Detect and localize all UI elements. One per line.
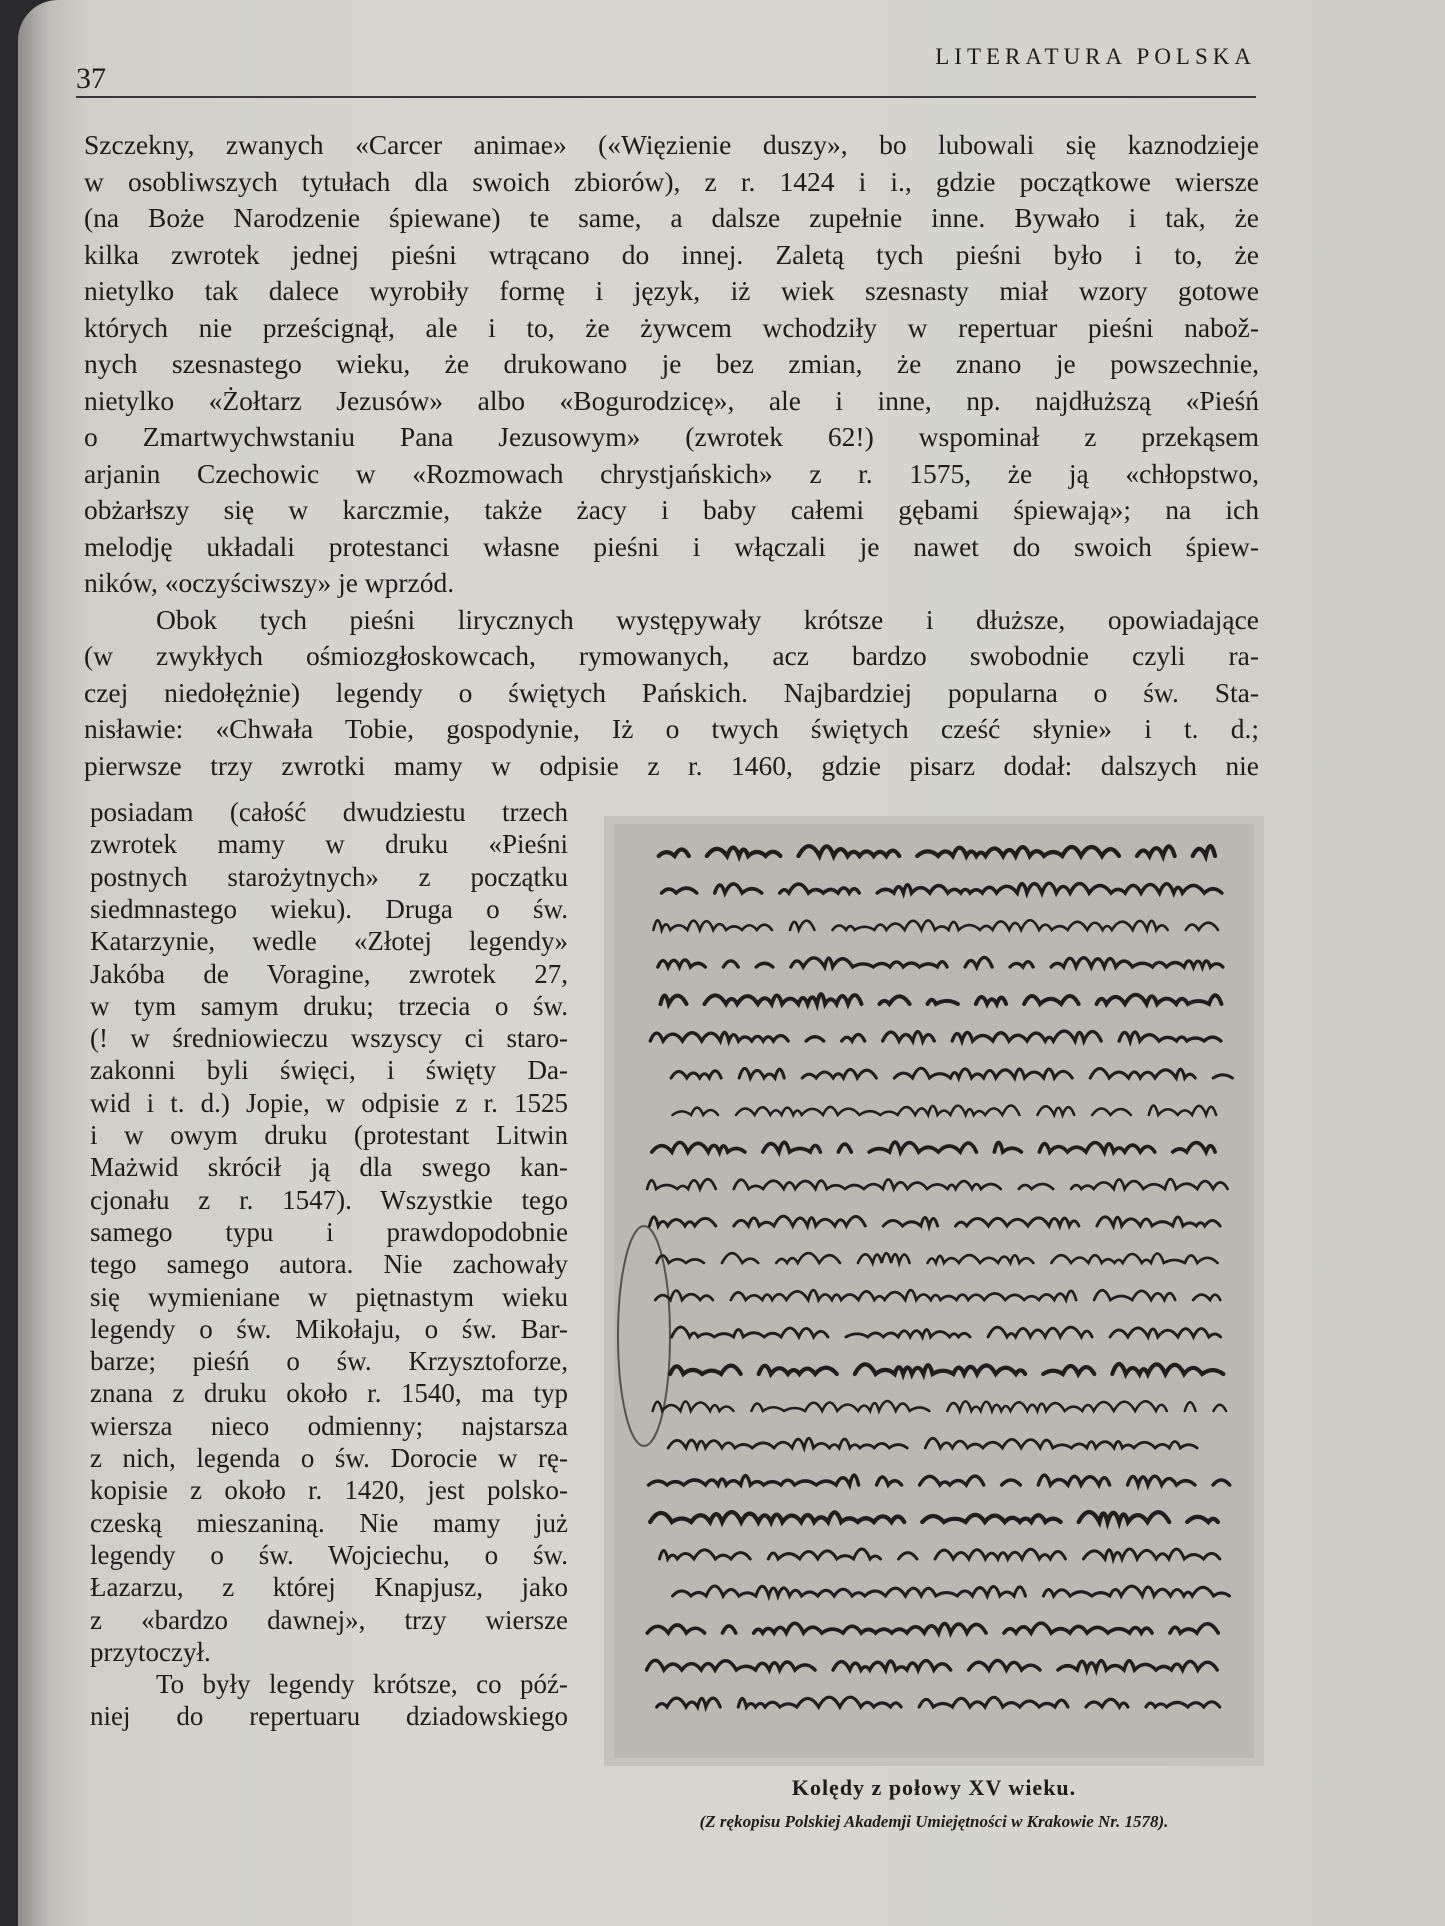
text-line: czeską mieszaniną. Nie mamy już [90,1507,568,1538]
manuscript-image [604,816,1264,1766]
text-line: zwrotek mamy w druku «Pieśni [90,829,568,860]
text-line: nisławie: «Chwała Tobie, gospodynie, Iż o twych świętych cześć słynie» i t. d.; [84,713,1259,744]
text-line: Obok tych pieśni lirycznych występywały krótsze i dłuższe, opowiadające [156,603,1259,635]
text-line: barze; pieśń o św. Krzysztoforze, [90,1346,568,1377]
text-line: legendy o św. Mikołaju, o św. Bar- [90,1313,568,1344]
text-line: melodję układali protestanci własne pieśni i włączali je nawet do swoich śpiew- [84,530,1259,562]
page-number: 37 [76,62,106,95]
text-line: przytoczył. [90,1636,211,1667]
text-line: niej do repertuaru dziadowskiego [90,1701,568,1732]
text-line: nietylko «Żołtarz Jezusów» albo «Bogurodzicę», ale i inne, np. najdłuższą «Pieśń [84,384,1259,416]
text-line: i w owym druku (protestant Litwin [90,1120,568,1150]
text-line: tego samego autora. Nie zachowały [90,1249,568,1280]
text-line: z nich, legenda o św. Dorocie w rę- [90,1443,568,1473]
text-line: siedmnastego wieku). Druga o św. [90,893,568,924]
text-line: zakonni byli święci, i święty Da- [90,1055,568,1086]
text-line: (! w średniowieczu wszyscy ci staro- [90,1023,568,1054]
text-line: pierwsze trzy zwrotki mamy w odpisie z r. 1460, gdzie pisarz dodał: dalszych nie [84,749,1259,781]
text-line: wiersza nieco odmienny; najstarsza [90,1410,568,1441]
running-title: LITERATURA POLSKA [935,44,1256,69]
text-line: Łazarzu, z której Knapjusz, jako [90,1572,568,1603]
text-line: wid i t. d.) Jopie, w odpisie z r. 1525 [90,1087,568,1118]
text-line: Jakóba de Voragine, zwrotek 27, [90,958,568,989]
text-line: ników, «oczyściwszy» je wprzód. [84,567,455,598]
text-line: z «bardzo dawnej», trzy wiersze [90,1604,568,1635]
text-line: w tym samym druku; trzecia o św. [90,990,568,1021]
text-line: się wymieniane w piętnastym wieku [90,1281,568,1312]
text-line: Szczekny, zwanych «Carcer animae» («Więzienie duszy», bo lubowali się kaznodzieje [84,129,1259,160]
text-line: Mażwid skrócił ją dla swego kan- [90,1152,568,1183]
text-line: cjonału z r. 1547). Wszystkie tego [90,1184,568,1215]
text-line: których nie prześcignął, ale i to, że żywcem wchodziły w repertuar pieśni nabož- [84,311,1259,343]
text-line: (w zwykłych ośmiozgłoskowcach, rymowanych, acz bardzo swobodnie czyli ra- [84,640,1259,671]
text-line: samego typu i prawdopodobnie [90,1216,568,1247]
manuscript-scan [604,816,1264,1766]
text-line: To były legendy krótsze, co póź- [156,1669,568,1700]
text-line: w osobliwszych tytułach dla swoich zbiorów), z r. 1424 i i., gdzie początkowe wiersze [84,165,1259,197]
text-line: obżarłszy się w karczmie, także żacy i baby całemi gębami śpiewają»; na ich [84,494,1259,525]
text-line: kilka zwrotek jednej pieśni wtrącano do innej. Zaletą tych pieśni było i to, że [84,238,1259,270]
text-line: nietylko tak dalece wyrobiły formę i język, iż wiek szesnasty miał wzory gotowe [84,275,1259,306]
text-line: o Zmartwychwstaniu Pana Jezusowym» (zwrotek 62!) wspominał z przekąsem [84,421,1259,452]
book-page [18,0,1445,1926]
figure-caption: Kolędy z połowy XV wieku. [791,1775,1077,1800]
text-line: legendy o św. Wojciechu, o św. [90,1539,568,1570]
text-line: Katarzynie, wedle «Złotej legendy» [90,926,568,957]
text-line: czej niedołężnie) legendy o świętych Pańskich. Najbardziej popularna o św. Sta- [84,676,1259,708]
text-line: (na Boże Narodzenie śpiewane) te same, a dalsze zupełnie inne. Bywało i tak, że [84,202,1259,233]
text-line: posiadam (całość dwudziestu trzech [90,797,568,827]
text-line: znana z druku około r. 1540, ma typ [90,1378,568,1409]
figure-source: (Z rękopisu Polskiej Akademji Umiejętności w Krakowie Nr. 1578). [699,1812,1169,1831]
text-line: arjanin Czechowic w «Rozmowach chrystjańskich» z r. 1575, że ją «chłopstwo, [84,457,1259,489]
text-line: kopisie z około r. 1420, jest polsko- [90,1475,568,1506]
text-line: postnych starożytnych» z początku [90,861,568,892]
text-line: nych szesnastego wieku, że drukowano je bez zmian, że znano je powszechnie, [84,348,1259,379]
running-header [76,40,1256,98]
